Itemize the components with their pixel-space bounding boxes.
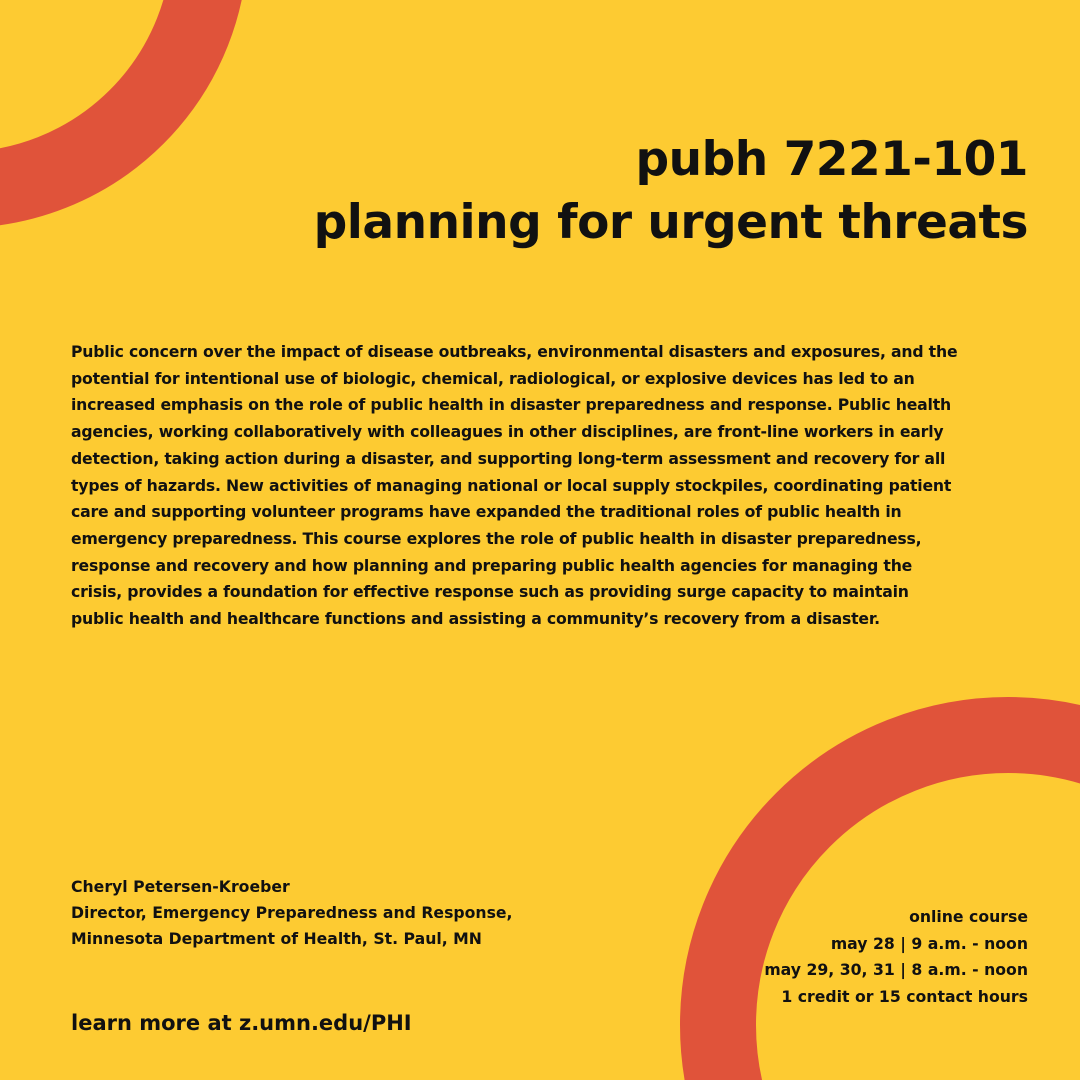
instructor-name: Cheryl Petersen-Kroeber xyxy=(71,877,290,896)
course-code: pubh 7221-101 xyxy=(635,132,1028,187)
instructor-organization: Minnesota Department of Health, St. Paul, MN xyxy=(71,929,482,948)
course-format: online course xyxy=(909,907,1028,926)
course-title xyxy=(314,128,1028,254)
top-left-arc xyxy=(0,0,210,190)
learn-more-link[interactable]: learn more at z.umn.edu/PHI xyxy=(71,1011,412,1035)
course-credits: 1 credit or 15 contact hours xyxy=(781,986,1028,1006)
course-name: planning for urgent threats xyxy=(313,195,1028,250)
instructor-block xyxy=(71,874,513,952)
instructor-title: Director, Emergency Preparedness and Response, xyxy=(71,903,513,922)
course-description: Public concern over the impact of disease outbreaks, environmental disasters and exposures, and the potential for intentional use of biologic, chemical, radiological, or explosive devices has led to an increased emphasis on the role of public health in disaster preparedness and response. Public health agencies, working collaboratively with colleagues in other disciplines, are front-line workers in early detection, taking action during a disaster, and supporting long-term assessment and recovery for all types of hazards. New activities of managing national or local supply stockpiles, coordinating patient care and supporting volunteer programs have expanded the traditional roles of public health in emergency preparedness. This course explores the role of public health in disaster preparedness, response and recovery and how planning and preparing public health agencies for managing the crisis, provides a foundation for effective response such as providing surge capacity to maintain public health and healthcare functions and assisting a community’s recovery from a disaster. xyxy=(71,342,958,629)
session-2: may 29, 30, 31 | 8 a.m. - noon xyxy=(764,960,1028,979)
session-1: may 28 | 9 a.m. - noon xyxy=(830,933,1028,953)
course-schedule xyxy=(764,904,1028,1010)
